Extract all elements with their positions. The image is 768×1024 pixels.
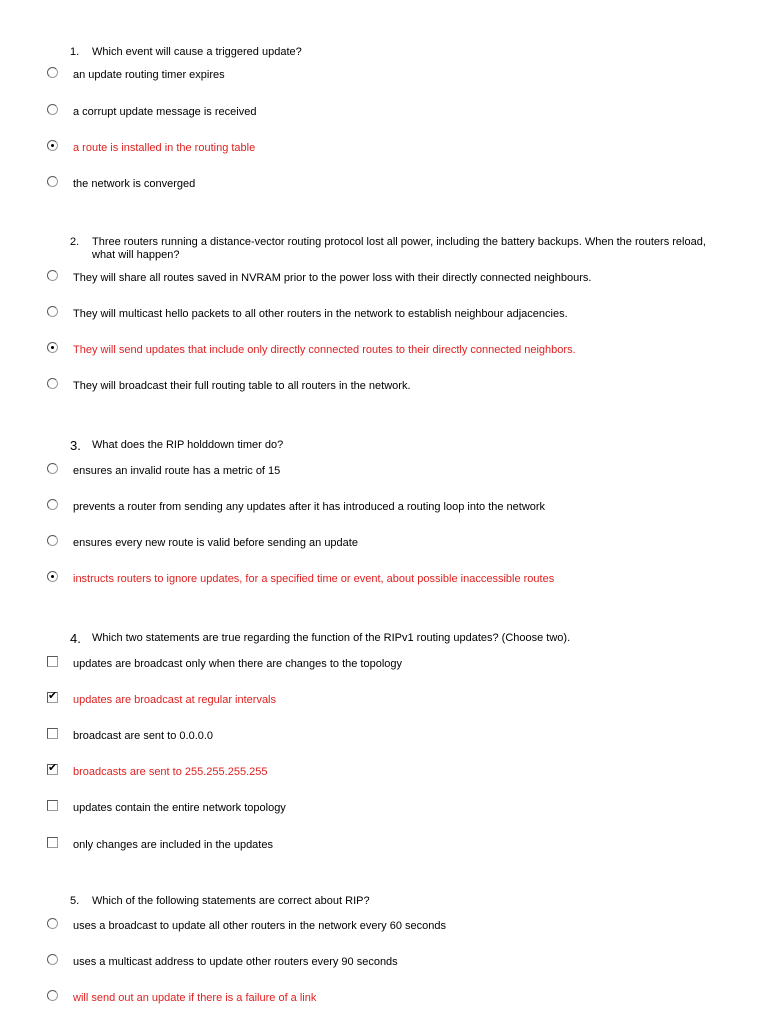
option[interactable]: [0, 535, 768, 555]
option[interactable]: [0, 800, 768, 820]
option-label: an update routing timer expires: [73, 69, 225, 81]
question-text: Which two statements are true regarding the function of the RIPv1 routing updates? (Choose two).: [92, 632, 571, 644]
option-label: updates are broadcast only when there are changes to the topology: [73, 658, 403, 670]
option[interactable]: [0, 990, 768, 1010]
checkmark-icon: ✔: [48, 689, 58, 702]
checkbox[interactable]: [47, 837, 58, 848]
radio-button-selected[interactable]: [47, 342, 58, 353]
question-2-header: [70, 236, 720, 261]
question-text: Which of the following statements are correct about RIP?: [92, 895, 370, 907]
option[interactable]: [0, 67, 768, 87]
option-label-correct: a route is installed in the routing table: [73, 142, 256, 154]
question-number: 4.: [70, 631, 81, 646]
radio-button[interactable]: [47, 535, 58, 546]
option[interactable]: [0, 571, 768, 591]
option-label-correct: instructs routers to ignore updates, for a specified time or event, about possible inaccessible routes: [73, 573, 555, 585]
option-label-correct: will send out an update if there is a failure of a link: [73, 992, 317, 1004]
option[interactable]: [0, 656, 768, 676]
checkmark-icon: ✔: [48, 761, 58, 774]
radio-dot: [51, 575, 54, 578]
checkbox-checked[interactable]: [47, 689, 58, 703]
radio-button-selected[interactable]: [47, 140, 58, 151]
question-4-header: [70, 632, 720, 647]
radio-button[interactable]: [47, 176, 58, 187]
option-label: updates contain the entire network topology: [73, 802, 286, 814]
option-label-correct: updates are broadcast at regular intervals: [73, 694, 277, 706]
option[interactable]: [0, 342, 768, 362]
option-label: They will share all routes saved in NVRAM prior to the power loss with their directly connected neighbours.: [73, 272, 592, 284]
question-text: What does the RIP holddown timer do?: [92, 439, 284, 451]
question-number: 1.: [70, 46, 80, 58]
option-label: a corrupt update message is received: [73, 106, 257, 118]
option-label-correct: They will send updates that include only directly connected routes to their directly connected neighbors.: [73, 344, 576, 356]
question-number: 3.: [70, 438, 81, 453]
radio-dot: [51, 346, 54, 349]
radio-button[interactable]: [47, 104, 58, 115]
option-label: uses a multicast address to update other routers every 90 seconds: [73, 956, 398, 968]
checkbox[interactable]: [47, 728, 58, 739]
option[interactable]: [0, 463, 768, 483]
radio-button[interactable]: [47, 463, 58, 474]
option[interactable]: [0, 499, 768, 519]
question-number: 2.: [70, 236, 80, 248]
radio-button[interactable]: [47, 954, 58, 965]
radio-button[interactable]: [47, 306, 58, 317]
radio-button[interactable]: [47, 918, 58, 929]
option-label: the network is converged: [73, 178, 196, 190]
radio-button-selected[interactable]: [47, 571, 58, 582]
option[interactable]: [0, 918, 768, 938]
option[interactable]: [0, 176, 768, 196]
radio-button[interactable]: [47, 378, 58, 389]
question-3-header: [70, 439, 720, 454]
option-label: ensures an invalid route has a metric of 15: [73, 465, 281, 477]
question-1-header: [70, 46, 720, 59]
radio-dot: [51, 144, 54, 147]
option-label: They will broadcast their full routing table to all routers in the network.: [73, 380, 411, 392]
option[interactable]: [0, 954, 768, 974]
question-number: 5.: [70, 895, 80, 907]
option[interactable]: [0, 140, 768, 160]
option[interactable]: [0, 104, 768, 124]
question-5-header: [70, 895, 720, 908]
question-text: Which event will cause a triggered update?: [92, 46, 302, 58]
question-text: Three routers running a distance-vector routing protocol lost all power, including the battery backups. When the routers reload, what will happen?: [92, 236, 706, 261]
radio-button[interactable]: [47, 990, 58, 1001]
option-label: broadcast are sent to 0.0.0.0: [73, 730, 214, 742]
option-label: They will multicast hello packets to all other routers in the network to establish neighbour adjacencies.: [73, 308, 568, 320]
radio-button[interactable]: [47, 270, 58, 281]
option[interactable]: [0, 761, 768, 784]
option[interactable]: [0, 728, 768, 748]
radio-button[interactable]: [47, 67, 58, 78]
option[interactable]: [0, 378, 768, 398]
option-label-correct: broadcasts are sent to 255.255.255.255: [73, 766, 268, 778]
option[interactable]: [0, 837, 768, 857]
option-label: only changes are included in the updates: [73, 839, 273, 851]
option-label: uses a broadcast to update all other routers in the network every 60 seconds: [73, 920, 446, 932]
option[interactable]: [0, 306, 768, 326]
radio-button[interactable]: [47, 499, 58, 510]
option[interactable]: [0, 689, 768, 712]
checkbox-checked[interactable]: [47, 761, 58, 775]
checkbox[interactable]: [47, 800, 58, 811]
option[interactable]: [0, 270, 768, 290]
option-label: prevents a router from sending any updates after it has introduced a routing loop into the network: [73, 501, 546, 513]
option-label: ensures every new route is valid before sending an update: [73, 537, 358, 549]
checkbox[interactable]: [47, 656, 58, 667]
